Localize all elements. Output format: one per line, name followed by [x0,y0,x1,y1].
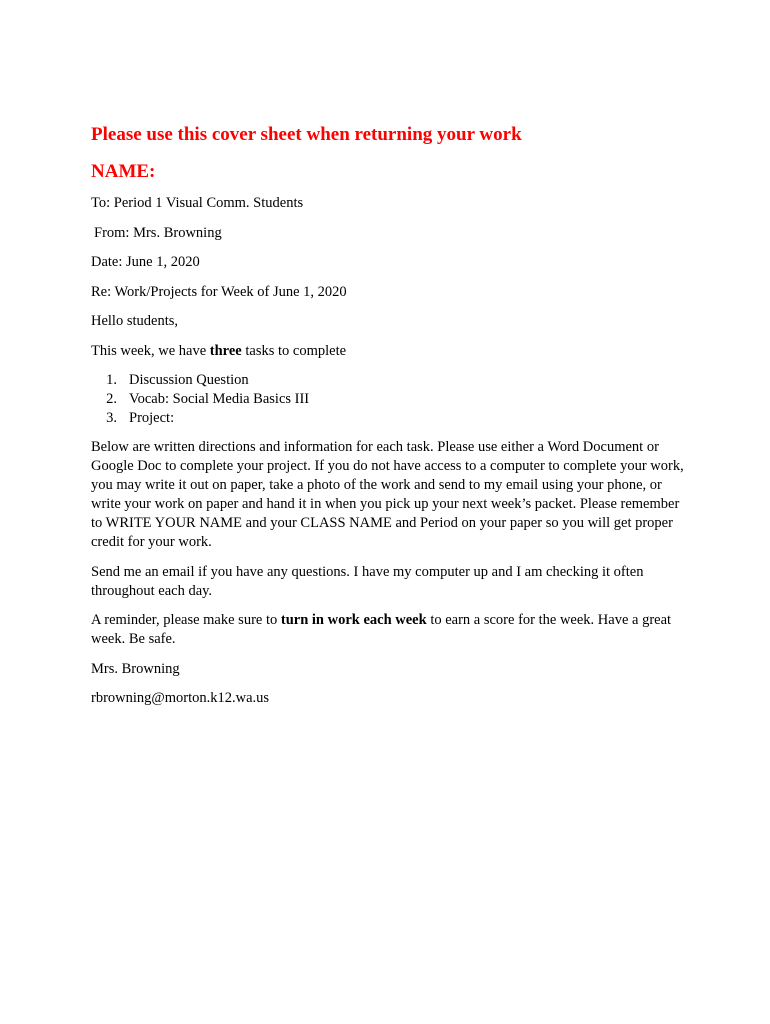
reminder-after: to earn a score for the week. Have a great week. Be safe. [91,612,672,647]
email-address: rbrowning@morton.k12.wa.us [91,690,270,706]
cover-sheet-document [91,122,691,719]
to-line: To: Period 1 Visual Comm. Students [91,195,304,211]
task-list [91,371,691,428]
directions-paragraph: Below are written directions and information for each task. Please use either a Word Document or Google Doc to complete your project. If you do not have access to a computer to complete your work, you may write it out on paper, take a photo of the work and send to my email using your phone, or write your work on paper and hand it in when you pick up your next week’s packet. Please remember to WRITE YOUR NAME and your CLASS NAME and Period on your paper so you will get proper credit for your work. [91,439,684,550]
intro-line [91,342,691,361]
greeting: Hello students, [91,313,178,329]
re-line: Re: Work/Projects for Week of June 1, 2020 [91,283,347,300]
list-item [91,390,691,409]
task-text: Project: [129,410,175,426]
from-line: From: Mrs. Browning [94,224,222,241]
date-line: Date: June 1, 2020 [91,254,200,270]
intro-after: tasks to complete [241,342,347,359]
reminder-before: A reminder, please make sure to [91,612,281,628]
intro-bold: three [209,342,242,359]
task-text: Vocab: Social Media Basics III [129,391,310,407]
list-item [91,371,691,390]
reminder-bold: turn in work each week [280,612,427,628]
name-label: NAME: [91,161,156,182]
task-text: Discussion Question [129,372,249,388]
reminder-paragraph [91,611,691,649]
questions-paragraph: Send me an email if you have any questions. I have my computer up and I am checking it often throughout each day. [91,563,644,599]
task-number: 1. [106,372,117,388]
page-title: Please use this cover sheet when returning your work [91,124,522,145]
task-number: 3. [106,410,117,426]
intro-before: This week, we have [91,342,210,359]
list-item [91,409,691,428]
signature: Mrs. Browning [91,660,180,677]
task-number: 2. [106,391,117,407]
